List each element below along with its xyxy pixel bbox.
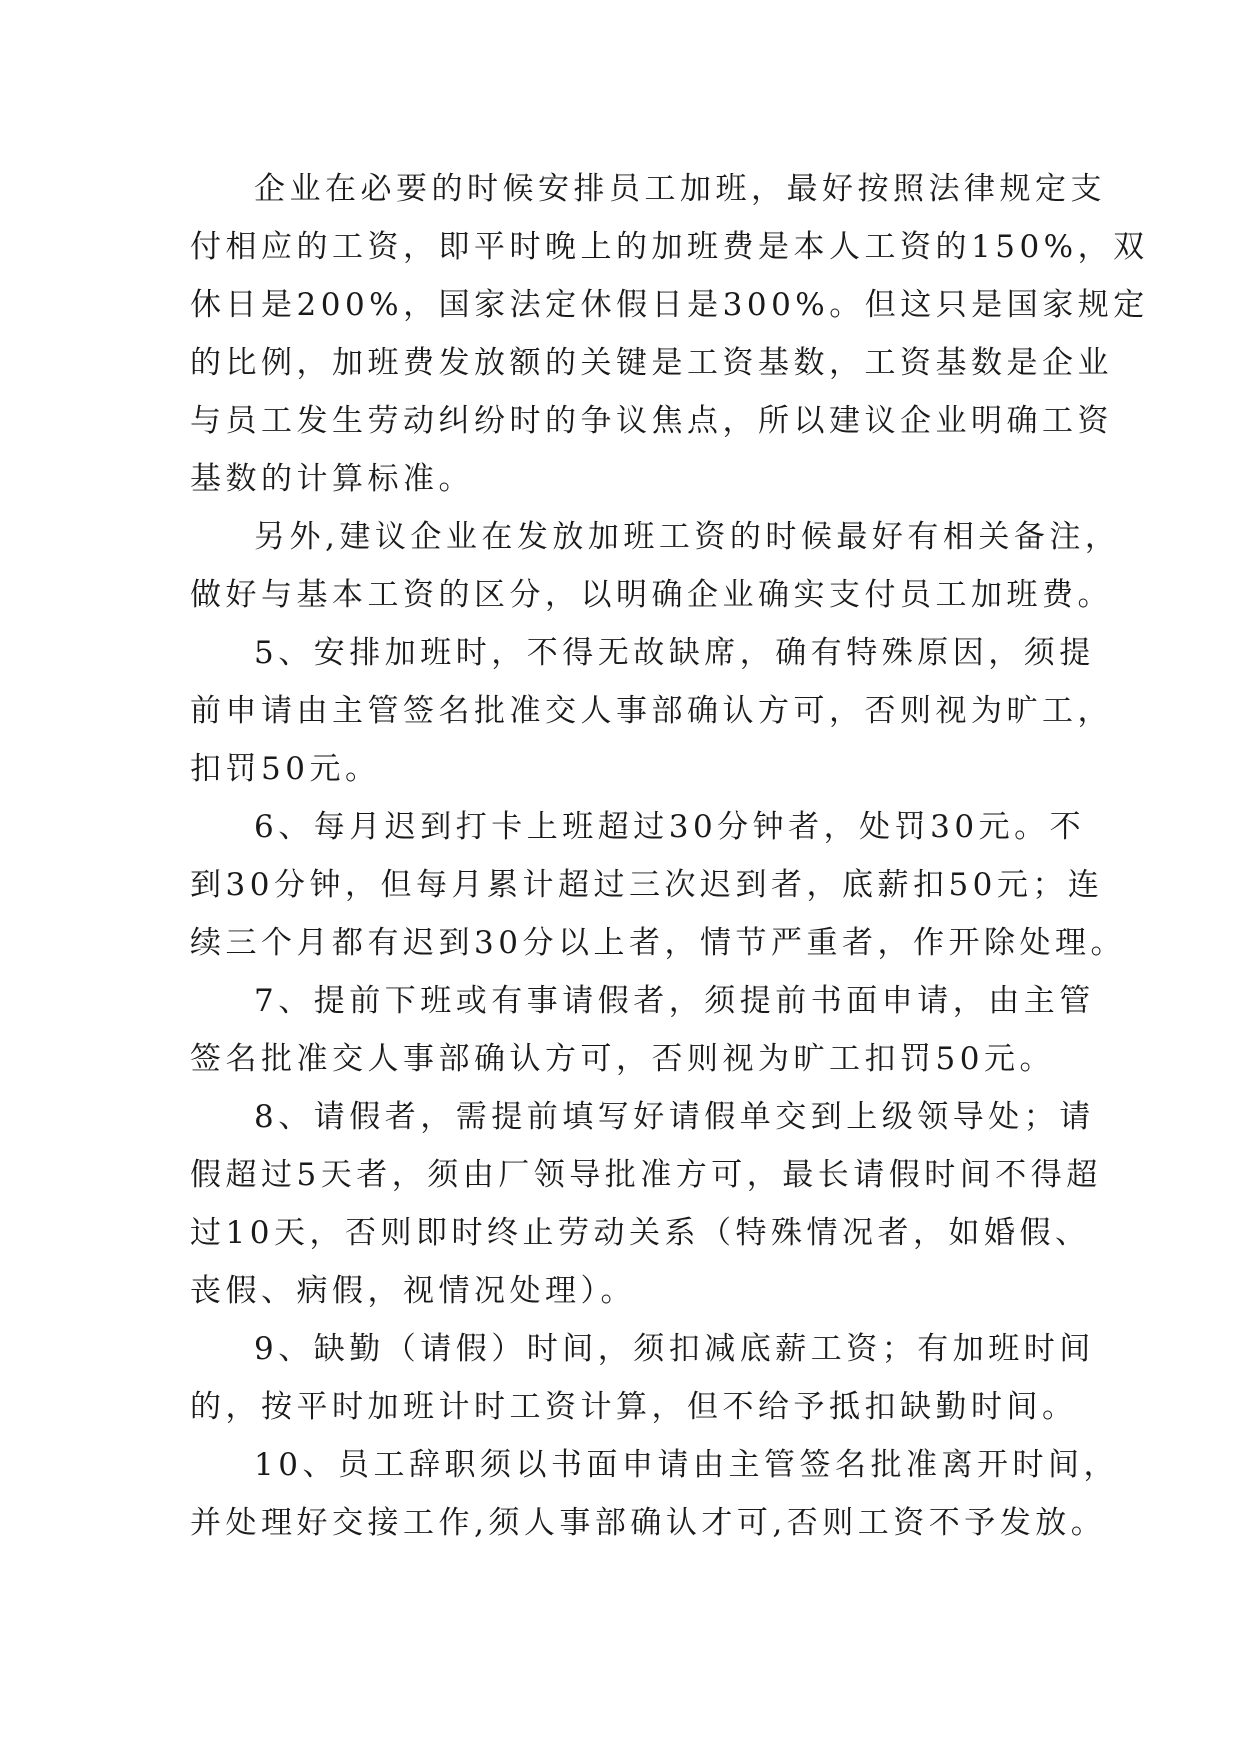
body-line: 扣罚50元。: [190, 751, 381, 787]
body-line: 做好与基本工资的区分，以明确企业确实支付员工加班费。: [190, 577, 1113, 613]
body-line: 5、安排加班时，不得无故缺席，确有特殊原因，须提: [254, 635, 1095, 671]
body-line: 7、提前下班或有事请假者，须提前书面申请，由主管: [254, 983, 1095, 1019]
body-line: 的比例，加班费发放额的关键是工资基数，工资基数是企业: [190, 345, 1113, 381]
body-line: 假超过5天者，须由厂领导批准方可，最长请假时间不得超: [190, 1157, 1102, 1193]
body-line: 的，按平时加班计时工资计算，但不给予抵扣缺勤时间。: [190, 1389, 1078, 1425]
body-line: 前申请由主管签名批准交人事部确认方可，否则视为旷工，: [190, 693, 1113, 729]
body-line: 8、请假者，需提前填写好请假单交到上级领导处；请: [254, 1099, 1095, 1135]
document-body: [190, 160, 1149, 1552]
body-line: 与员工发生劳动纠纷时的争议焦点，所以建议企业明确工资: [190, 403, 1113, 439]
body-line: 丧假、病假，视情况处理）。: [190, 1273, 636, 1309]
body-line: 另外,建议企业在发放加班工资的时候最好有相关备注，: [254, 519, 1121, 555]
body-line: 6、每月迟到打卡上班超过30分钟者，处罚30元。不: [254, 809, 1086, 845]
body-line: 休日是200%，国家法定休假日是300%。但这只是国家规定: [190, 287, 1149, 323]
body-line: 签名批准交人事部确认方可，否则视为旷工扣罚50元。: [190, 1041, 1055, 1077]
body-line: 过10天，否则即时终止劳动关系（特殊情况者，如婚假、: [190, 1215, 1091, 1251]
body-line: 付相应的工资，即平时晚上的加班费是本人工资的150%，双: [190, 229, 1149, 265]
body-line: 基数的计算标准。: [190, 461, 474, 497]
body-line: 到30分钟，但每月累计超过三次迟到者，底薪扣50元；连: [190, 867, 1104, 903]
body-line: 10、员工辞职须以书面申请由主管签名批准离开时间，: [254, 1447, 1119, 1483]
body-line: 并处理好交接工作,须人事部确认才可,否则工资不予发放。: [190, 1505, 1107, 1541]
body-line: 续三个月都有迟到30分以上者，情节严重者，作开除处理。: [190, 925, 1126, 961]
body-line: 企业在必要的时候安排员工加班，最好按照法律规定支: [254, 171, 1106, 207]
body-line: 9、缺勤（请假）时间，须扣减底薪工资；有加班时间: [254, 1331, 1095, 1367]
